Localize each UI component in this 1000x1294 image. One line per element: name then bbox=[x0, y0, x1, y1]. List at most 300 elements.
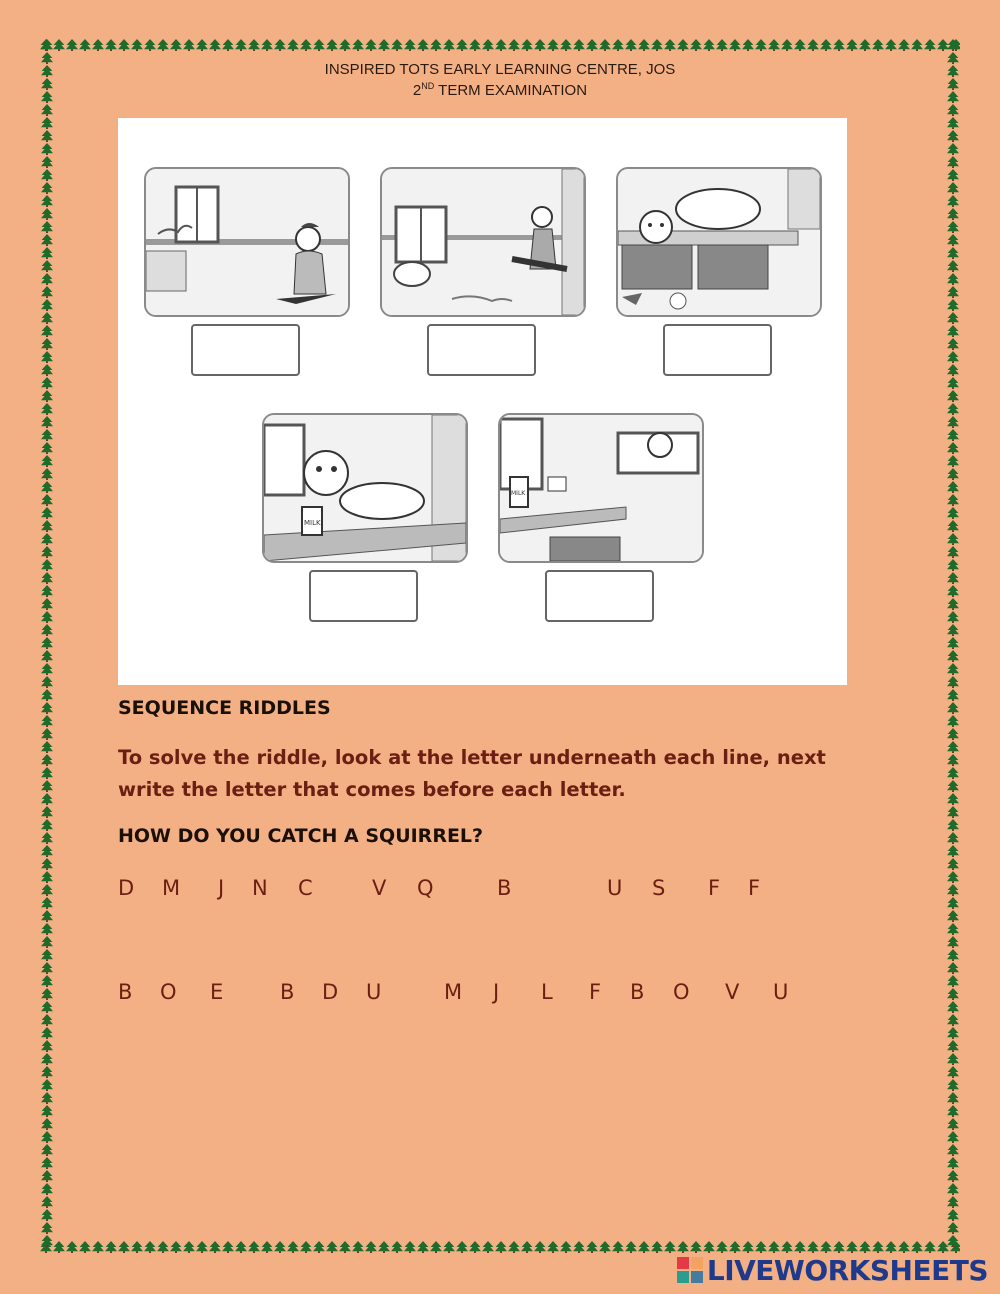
code-letter: U bbox=[773, 980, 789, 1004]
tree-icon bbox=[105, 1241, 117, 1253]
tree-icon bbox=[41, 494, 53, 506]
tree-icon bbox=[947, 260, 959, 272]
tree-icon bbox=[846, 39, 858, 51]
tree-icon bbox=[947, 780, 959, 792]
tree-icon bbox=[947, 663, 959, 675]
tree-icon bbox=[41, 481, 53, 493]
tree-icon bbox=[947, 1079, 959, 1091]
tree-icon bbox=[41, 39, 53, 51]
tree-icon bbox=[947, 156, 959, 168]
tree-icon bbox=[947, 923, 959, 935]
tree-icon bbox=[911, 39, 923, 51]
tree-icon bbox=[248, 1241, 260, 1253]
tree-icon bbox=[326, 39, 338, 51]
tree-icon bbox=[947, 1131, 959, 1143]
scene-2-woman-chases-cat bbox=[380, 167, 586, 317]
tree-icon bbox=[947, 598, 959, 610]
code-letter: E bbox=[210, 980, 224, 1004]
tree-icon bbox=[41, 1131, 53, 1143]
tree-icon bbox=[183, 39, 195, 51]
tree-icon bbox=[144, 1241, 156, 1253]
tree-icon bbox=[947, 39, 959, 51]
tree-icon bbox=[430, 1241, 442, 1253]
tree-icon bbox=[41, 858, 53, 870]
tree-icon bbox=[41, 143, 53, 155]
tree-icon bbox=[947, 442, 959, 454]
tree-icon bbox=[274, 1241, 286, 1253]
tree-icon bbox=[872, 39, 884, 51]
tree-icon bbox=[41, 416, 53, 428]
tree-icon bbox=[638, 39, 650, 51]
tree-icon bbox=[41, 208, 53, 220]
tree-icon bbox=[947, 520, 959, 532]
tree-icon bbox=[560, 1241, 572, 1253]
tree-icon bbox=[947, 1092, 959, 1104]
tree-icon bbox=[755, 1241, 767, 1253]
tree-icon bbox=[638, 1241, 650, 1253]
tree-icon bbox=[41, 1092, 53, 1104]
tree-icon bbox=[41, 832, 53, 844]
tree-icon bbox=[947, 364, 959, 376]
tree-icon bbox=[690, 39, 702, 51]
tree-icon bbox=[911, 1241, 923, 1253]
tree-icon bbox=[443, 39, 455, 51]
tree-icon bbox=[947, 962, 959, 974]
tree-border-right bbox=[946, 38, 960, 1254]
tree-icon bbox=[947, 169, 959, 181]
tree-icon bbox=[66, 1241, 78, 1253]
tree-icon bbox=[947, 624, 959, 636]
tree-icon bbox=[41, 234, 53, 246]
tree-icon bbox=[651, 1241, 663, 1253]
tree-icon bbox=[41, 169, 53, 181]
tree-icon bbox=[742, 1241, 754, 1253]
tree-icon bbox=[404, 39, 416, 51]
tree-icon bbox=[41, 1170, 53, 1182]
tree-icon bbox=[41, 845, 53, 857]
answer-box-5[interactable] bbox=[545, 570, 654, 622]
code-line-1 bbox=[0, 876, 1000, 906]
tree-icon bbox=[947, 208, 959, 220]
tree-icon bbox=[41, 637, 53, 649]
tree-icon bbox=[41, 819, 53, 831]
tree-icon bbox=[41, 728, 53, 740]
liveworksheets-watermark[interactable] bbox=[677, 1254, 988, 1286]
tree-icon bbox=[820, 39, 832, 51]
tree-icon bbox=[352, 1241, 364, 1253]
term-label: TERM EXAMINATION bbox=[434, 82, 588, 99]
tree-icon bbox=[625, 1241, 637, 1253]
tree-icon bbox=[947, 611, 959, 623]
riddle-question: HOW DO YOU CATCH A SQUIRREL? bbox=[118, 825, 484, 847]
tree-icon bbox=[287, 39, 299, 51]
tree-icon bbox=[947, 585, 959, 597]
tree-icon bbox=[41, 390, 53, 402]
code-letter: D bbox=[118, 876, 135, 900]
tree-icon bbox=[41, 650, 53, 662]
code-letter: D bbox=[322, 980, 339, 1004]
tree-icon bbox=[41, 247, 53, 259]
code-letter: B bbox=[630, 980, 645, 1004]
picture-sequence-panel bbox=[118, 118, 847, 685]
tree-icon bbox=[947, 104, 959, 116]
tree-icon bbox=[947, 299, 959, 311]
tree-icon bbox=[170, 39, 182, 51]
tree-icon bbox=[947, 1183, 959, 1195]
tree-border-bottom bbox=[40, 1240, 960, 1254]
tree-icon bbox=[131, 39, 143, 51]
code-line-2 bbox=[0, 980, 1000, 1010]
tree-icon bbox=[947, 702, 959, 714]
tree-icon bbox=[41, 949, 53, 961]
tree-icon bbox=[41, 767, 53, 779]
tree-icon bbox=[947, 1170, 959, 1182]
tree-icon bbox=[729, 1241, 741, 1253]
tree-icon bbox=[41, 910, 53, 922]
tree-icon bbox=[947, 572, 959, 584]
tree-icon bbox=[41, 793, 53, 805]
tree-icon bbox=[79, 1241, 91, 1253]
tree-icon bbox=[378, 1241, 390, 1253]
tree-icon bbox=[947, 715, 959, 727]
tree-icon bbox=[41, 260, 53, 272]
tree-icon bbox=[404, 1241, 416, 1253]
liveworksheets-logo-icon bbox=[677, 1255, 707, 1285]
code-letter: O bbox=[160, 980, 177, 1004]
tree-icon bbox=[947, 455, 959, 467]
tree-icon bbox=[947, 507, 959, 519]
tree-icon bbox=[222, 39, 234, 51]
tree-icon bbox=[495, 1241, 507, 1253]
tree-icon bbox=[612, 1241, 624, 1253]
tree-icon bbox=[947, 195, 959, 207]
tree-icon bbox=[651, 39, 663, 51]
tree-icon bbox=[947, 793, 959, 805]
tree-icon bbox=[209, 1241, 221, 1253]
tree-icon bbox=[365, 1241, 377, 1253]
tree-icon bbox=[947, 949, 959, 961]
code-letter: F bbox=[708, 876, 721, 900]
tree-icon bbox=[41, 1014, 53, 1026]
svg-text:MILK: MILK bbox=[304, 519, 321, 527]
tree-icon bbox=[92, 39, 104, 51]
tree-border-top bbox=[40, 38, 960, 52]
tree-icon bbox=[41, 325, 53, 337]
tree-icon bbox=[768, 1241, 780, 1253]
tree-icon bbox=[677, 1241, 689, 1253]
tree-icon bbox=[469, 1241, 481, 1253]
tree-icon bbox=[41, 1053, 53, 1065]
tree-icon bbox=[947, 429, 959, 441]
tree-icon bbox=[820, 1241, 832, 1253]
tree-icon bbox=[339, 1241, 351, 1253]
tree-icon bbox=[947, 468, 959, 480]
code-letter: B bbox=[118, 980, 133, 1004]
tree-icon bbox=[300, 39, 312, 51]
tree-icon bbox=[41, 741, 53, 753]
tree-icon bbox=[41, 923, 53, 935]
tree-icon bbox=[947, 325, 959, 337]
tree-icon bbox=[508, 1241, 520, 1253]
tree-icon bbox=[794, 39, 806, 51]
tree-icon bbox=[947, 650, 959, 662]
tree-icon bbox=[41, 1196, 53, 1208]
tree-icon bbox=[41, 715, 53, 727]
tree-border-left bbox=[40, 38, 54, 1254]
scene-1-woman-sees-cat bbox=[144, 167, 350, 317]
tree-icon bbox=[947, 143, 959, 155]
code-letter: S bbox=[652, 876, 666, 900]
tree-icon bbox=[41, 351, 53, 363]
tree-icon bbox=[41, 221, 53, 233]
tree-icon bbox=[41, 806, 53, 818]
tree-icon bbox=[105, 39, 117, 51]
tree-icon bbox=[612, 39, 624, 51]
tree-icon bbox=[313, 39, 325, 51]
answer-box-2[interactable] bbox=[427, 324, 536, 376]
tree-icon bbox=[947, 351, 959, 363]
tree-icon bbox=[768, 39, 780, 51]
tree-icon bbox=[947, 910, 959, 922]
tree-icon bbox=[794, 1241, 806, 1253]
tree-icon bbox=[41, 1183, 53, 1195]
tree-icon bbox=[41, 624, 53, 636]
code-letter: B bbox=[280, 980, 295, 1004]
tree-icon bbox=[41, 572, 53, 584]
tree-icon bbox=[755, 39, 767, 51]
tree-icon bbox=[41, 1027, 53, 1039]
tree-icon bbox=[287, 1241, 299, 1253]
tree-icon bbox=[41, 312, 53, 324]
tree-icon bbox=[586, 39, 598, 51]
tree-icon bbox=[664, 39, 676, 51]
tree-icon bbox=[947, 546, 959, 558]
tree-icon bbox=[947, 858, 959, 870]
tree-icon bbox=[144, 39, 156, 51]
tree-icon bbox=[41, 182, 53, 194]
tree-icon bbox=[261, 39, 273, 51]
tree-icon bbox=[391, 39, 403, 51]
tree-icon bbox=[248, 39, 260, 51]
tree-icon bbox=[92, 1241, 104, 1253]
code-letter: J bbox=[493, 980, 500, 1004]
cat-knocks-items-off-counter-icon bbox=[618, 169, 820, 315]
tree-icon bbox=[196, 1241, 208, 1253]
tree-icon bbox=[947, 1105, 959, 1117]
tree-icon bbox=[947, 637, 959, 649]
tree-icon bbox=[41, 1209, 53, 1221]
tree-icon bbox=[41, 962, 53, 974]
tree-icon bbox=[41, 1118, 53, 1130]
tree-icon bbox=[573, 39, 585, 51]
tree-icon bbox=[41, 364, 53, 376]
tree-icon bbox=[41, 546, 53, 558]
tree-icon bbox=[41, 702, 53, 714]
tree-icon bbox=[41, 156, 53, 168]
tree-icon bbox=[599, 1241, 611, 1253]
tree-icon bbox=[898, 1241, 910, 1253]
tree-icon bbox=[833, 1241, 845, 1253]
tree-icon bbox=[885, 1241, 897, 1253]
tree-icon bbox=[947, 689, 959, 701]
tree-icon bbox=[947, 741, 959, 753]
tree-icon bbox=[209, 39, 221, 51]
tree-icon bbox=[872, 1241, 884, 1253]
tree-icon bbox=[534, 39, 546, 51]
tree-icon bbox=[196, 39, 208, 51]
scene-5-milk-on-counter bbox=[498, 413, 704, 563]
tree-icon bbox=[41, 429, 53, 441]
tree-icon bbox=[41, 104, 53, 116]
tree-icon bbox=[547, 1241, 559, 1253]
answer-box-1[interactable] bbox=[191, 324, 300, 376]
tree-icon bbox=[947, 481, 959, 493]
tree-icon bbox=[947, 832, 959, 844]
tree-icon bbox=[947, 1118, 959, 1130]
tree-icon bbox=[742, 39, 754, 51]
tree-icon bbox=[41, 1066, 53, 1078]
tree-icon bbox=[41, 676, 53, 688]
term-ordinal: ND bbox=[421, 81, 435, 91]
tree-icon bbox=[947, 117, 959, 129]
code-letter: O bbox=[673, 980, 690, 1004]
cat-grabs-milk-bottle-icon bbox=[264, 415, 466, 561]
tree-icon bbox=[235, 1241, 247, 1253]
tree-icon bbox=[833, 39, 845, 51]
tree-icon bbox=[41, 1105, 53, 1117]
tree-icon bbox=[947, 182, 959, 194]
tree-icon bbox=[79, 39, 91, 51]
tree-icon bbox=[41, 936, 53, 948]
tree-icon bbox=[947, 936, 959, 948]
tree-icon bbox=[391, 1241, 403, 1253]
tree-icon bbox=[846, 1241, 858, 1253]
tree-icon bbox=[947, 377, 959, 389]
tree-icon bbox=[947, 1014, 959, 1026]
tree-icon bbox=[495, 39, 507, 51]
answer-box-4[interactable] bbox=[309, 570, 418, 622]
tree-icon bbox=[222, 1241, 234, 1253]
tree-icon bbox=[41, 377, 53, 389]
tree-icon bbox=[352, 39, 364, 51]
code-letter: F bbox=[748, 876, 761, 900]
tree-icon bbox=[118, 39, 130, 51]
tree-icon bbox=[947, 416, 959, 428]
tree-icon bbox=[469, 39, 481, 51]
tree-icon bbox=[41, 195, 53, 207]
tree-icon bbox=[365, 39, 377, 51]
tree-icon bbox=[41, 1157, 53, 1169]
watermark-text: LIVEWORKSHEETS bbox=[706, 1253, 988, 1287]
scene-3-cat-on-counter bbox=[616, 167, 822, 317]
tree-icon bbox=[947, 1027, 959, 1039]
tree-icon bbox=[924, 39, 936, 51]
tree-icon bbox=[41, 1079, 53, 1091]
tree-icon bbox=[300, 1241, 312, 1253]
school-name: INSPIRED TOTS EARLY LEARNING CENTRE, JOS bbox=[324, 61, 676, 78]
code-letter: F bbox=[589, 980, 602, 1004]
code-letter: N bbox=[252, 876, 268, 900]
tree-icon bbox=[118, 1241, 130, 1253]
tree-icon bbox=[947, 130, 959, 142]
tree-icon bbox=[947, 676, 959, 688]
tree-icon bbox=[261, 1241, 273, 1253]
tree-icon bbox=[41, 663, 53, 675]
tree-icon bbox=[443, 1241, 455, 1253]
tree-icon bbox=[235, 39, 247, 51]
tree-icon bbox=[677, 39, 689, 51]
code-letter: U bbox=[607, 876, 623, 900]
riddle-section-title: SEQUENCE RIDDLES bbox=[118, 697, 331, 719]
tree-icon bbox=[41, 611, 53, 623]
tree-icon bbox=[947, 221, 959, 233]
tree-icon bbox=[716, 1241, 728, 1253]
tree-icon bbox=[41, 585, 53, 597]
tree-icon bbox=[41, 598, 53, 610]
svg-text:MILK: MILK bbox=[511, 490, 526, 497]
tree-icon bbox=[898, 39, 910, 51]
tree-icon bbox=[41, 754, 53, 766]
tree-icon bbox=[41, 1144, 53, 1156]
term-number: 2 bbox=[412, 82, 422, 99]
tree-icon bbox=[947, 754, 959, 766]
woman-sees-cat-at-window-icon bbox=[146, 169, 348, 315]
tree-icon bbox=[274, 39, 286, 51]
scene-4-cat-grabs-milk bbox=[262, 413, 468, 563]
tree-icon bbox=[947, 1222, 959, 1234]
code-letter: U bbox=[366, 980, 382, 1004]
tree-icon bbox=[586, 1241, 598, 1253]
tree-icon bbox=[41, 780, 53, 792]
tree-icon bbox=[947, 1144, 959, 1156]
tree-icon bbox=[157, 39, 169, 51]
tree-icon bbox=[430, 39, 442, 51]
tree-icon bbox=[947, 1066, 959, 1078]
tree-icon bbox=[947, 1040, 959, 1052]
answer-box-3[interactable] bbox=[663, 324, 772, 376]
tree-icon bbox=[947, 494, 959, 506]
tree-icon bbox=[131, 1241, 143, 1253]
tree-icon bbox=[41, 403, 53, 415]
tree-icon bbox=[947, 247, 959, 259]
code-letter: Q bbox=[417, 876, 434, 900]
tree-icon bbox=[947, 845, 959, 857]
tree-icon bbox=[947, 286, 959, 298]
tree-icon bbox=[41, 273, 53, 285]
tree-icon bbox=[313, 1241, 325, 1253]
tree-icon bbox=[41, 689, 53, 701]
code-letter: V bbox=[372, 876, 387, 900]
code-letter: M bbox=[162, 876, 181, 900]
tree-icon bbox=[482, 39, 494, 51]
tree-icon bbox=[560, 39, 572, 51]
tree-icon bbox=[947, 728, 959, 740]
riddle-instructions: To solve the riddle, look at the letter underneath each line, next write the letter that comes before each letter. bbox=[118, 746, 826, 801]
tree-icon bbox=[599, 39, 611, 51]
tree-icon bbox=[716, 39, 728, 51]
tree-icon bbox=[947, 1053, 959, 1065]
tree-icon bbox=[573, 1241, 585, 1253]
tree-icon bbox=[703, 39, 715, 51]
tree-icon bbox=[947, 806, 959, 818]
code-letter: C bbox=[298, 876, 313, 900]
tree-icon bbox=[947, 1235, 959, 1247]
cat-at-window-milk-on-counter-icon bbox=[500, 415, 702, 561]
tree-icon bbox=[947, 1196, 959, 1208]
tree-icon bbox=[924, 1241, 936, 1253]
tree-icon bbox=[947, 338, 959, 350]
tree-icon bbox=[41, 520, 53, 532]
